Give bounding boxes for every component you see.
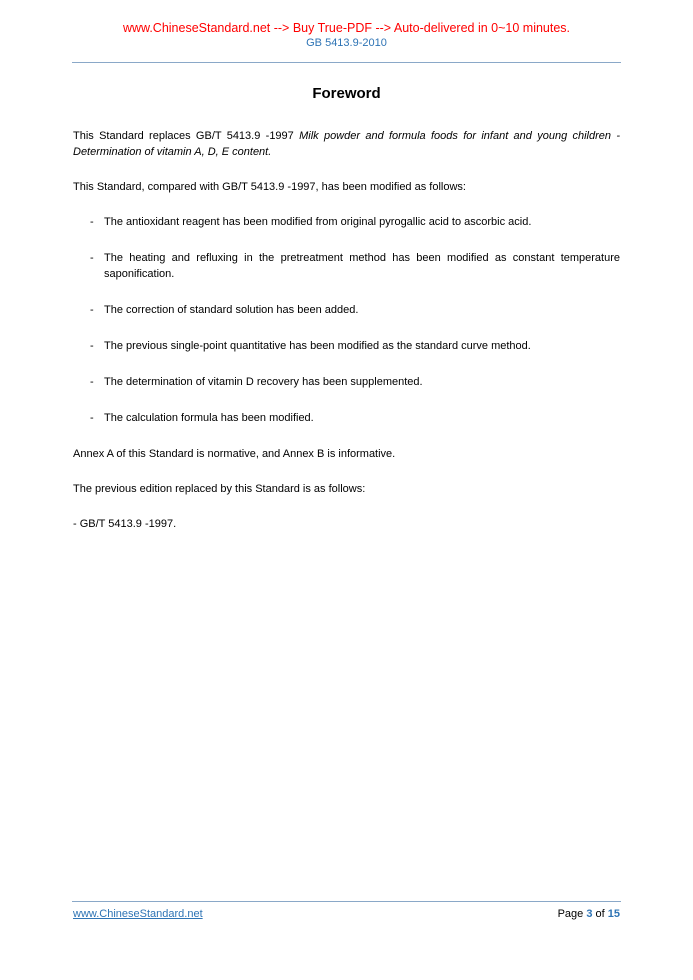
paragraph-annex: Annex A of this Standard is normative, and Annex B is informative. [73,448,396,460]
bullet-dash: - [90,340,94,352]
page-indicator-prefix: Page [557,908,587,920]
page-indicator-current: 3 [586,908,593,920]
promo-banner: www.ChineseStandard.net --> Buy True-PDF --> Auto-delivered in 0~10 minutes. [122,21,571,35]
list-item [90,338,620,354]
footer-site-link[interactable]: www.ChineseStandard.net [73,908,203,920]
header-divider [72,62,621,63]
bullet-dash: - [90,304,94,316]
paragraph-compared: This Standard, compared with GB/T 5413.9 -1997, has been modified as follows: [73,181,466,193]
page-indicator-separator: of [592,908,608,920]
list-item-text: The determination of vitamin D recovery has been supplemented. [104,376,423,388]
paragraph-previous-edition: The previous edition replaced by this Standard is as follows: [73,483,366,495]
previous-edition-item: - GB/T 5413.9 -1997. [73,518,177,530]
list-item-text: The heating and refluxing in the pretreatment method has been modified as constant temperature saponification. [104,252,620,280]
list-item-text: The correction of standard solution has been added. [104,304,359,316]
list-item [90,214,620,230]
page-title: Foreword [312,85,381,102]
list-item-text: The previous single-point quantitative has been modified as the standard curve method. [104,340,531,352]
list-item [90,374,620,390]
paragraph-replaces-italic-title: Milk powder and formula foods for infant and young children - Determination of vitamin A, D, E content. [73,130,620,158]
page-indicator [558,908,620,920]
bullet-dash: - [90,252,94,264]
list-item [90,410,620,426]
document-body [73,86,620,551]
list-item [90,302,620,318]
page-indicator-total: 15 [607,908,620,920]
paragraph-replaces-normal: This Standard replaces GB/T 5413.9 -1997 [73,130,300,142]
bullet-dash: - [90,412,94,424]
doc-number: GB 5413.9-2010 [306,37,387,49]
bullet-dash: - [90,216,94,228]
list-item-text: The antioxidant reagent has been modified from original pyrogallic acid to ascorbic acid. [104,216,532,228]
modification-list [90,214,620,426]
paragraph-replaces [73,128,620,160]
list-item-text: The calculation formula has been modified. [104,412,314,424]
footer-divider [72,901,621,902]
bullet-dash: - [90,376,94,388]
list-item [90,250,620,282]
